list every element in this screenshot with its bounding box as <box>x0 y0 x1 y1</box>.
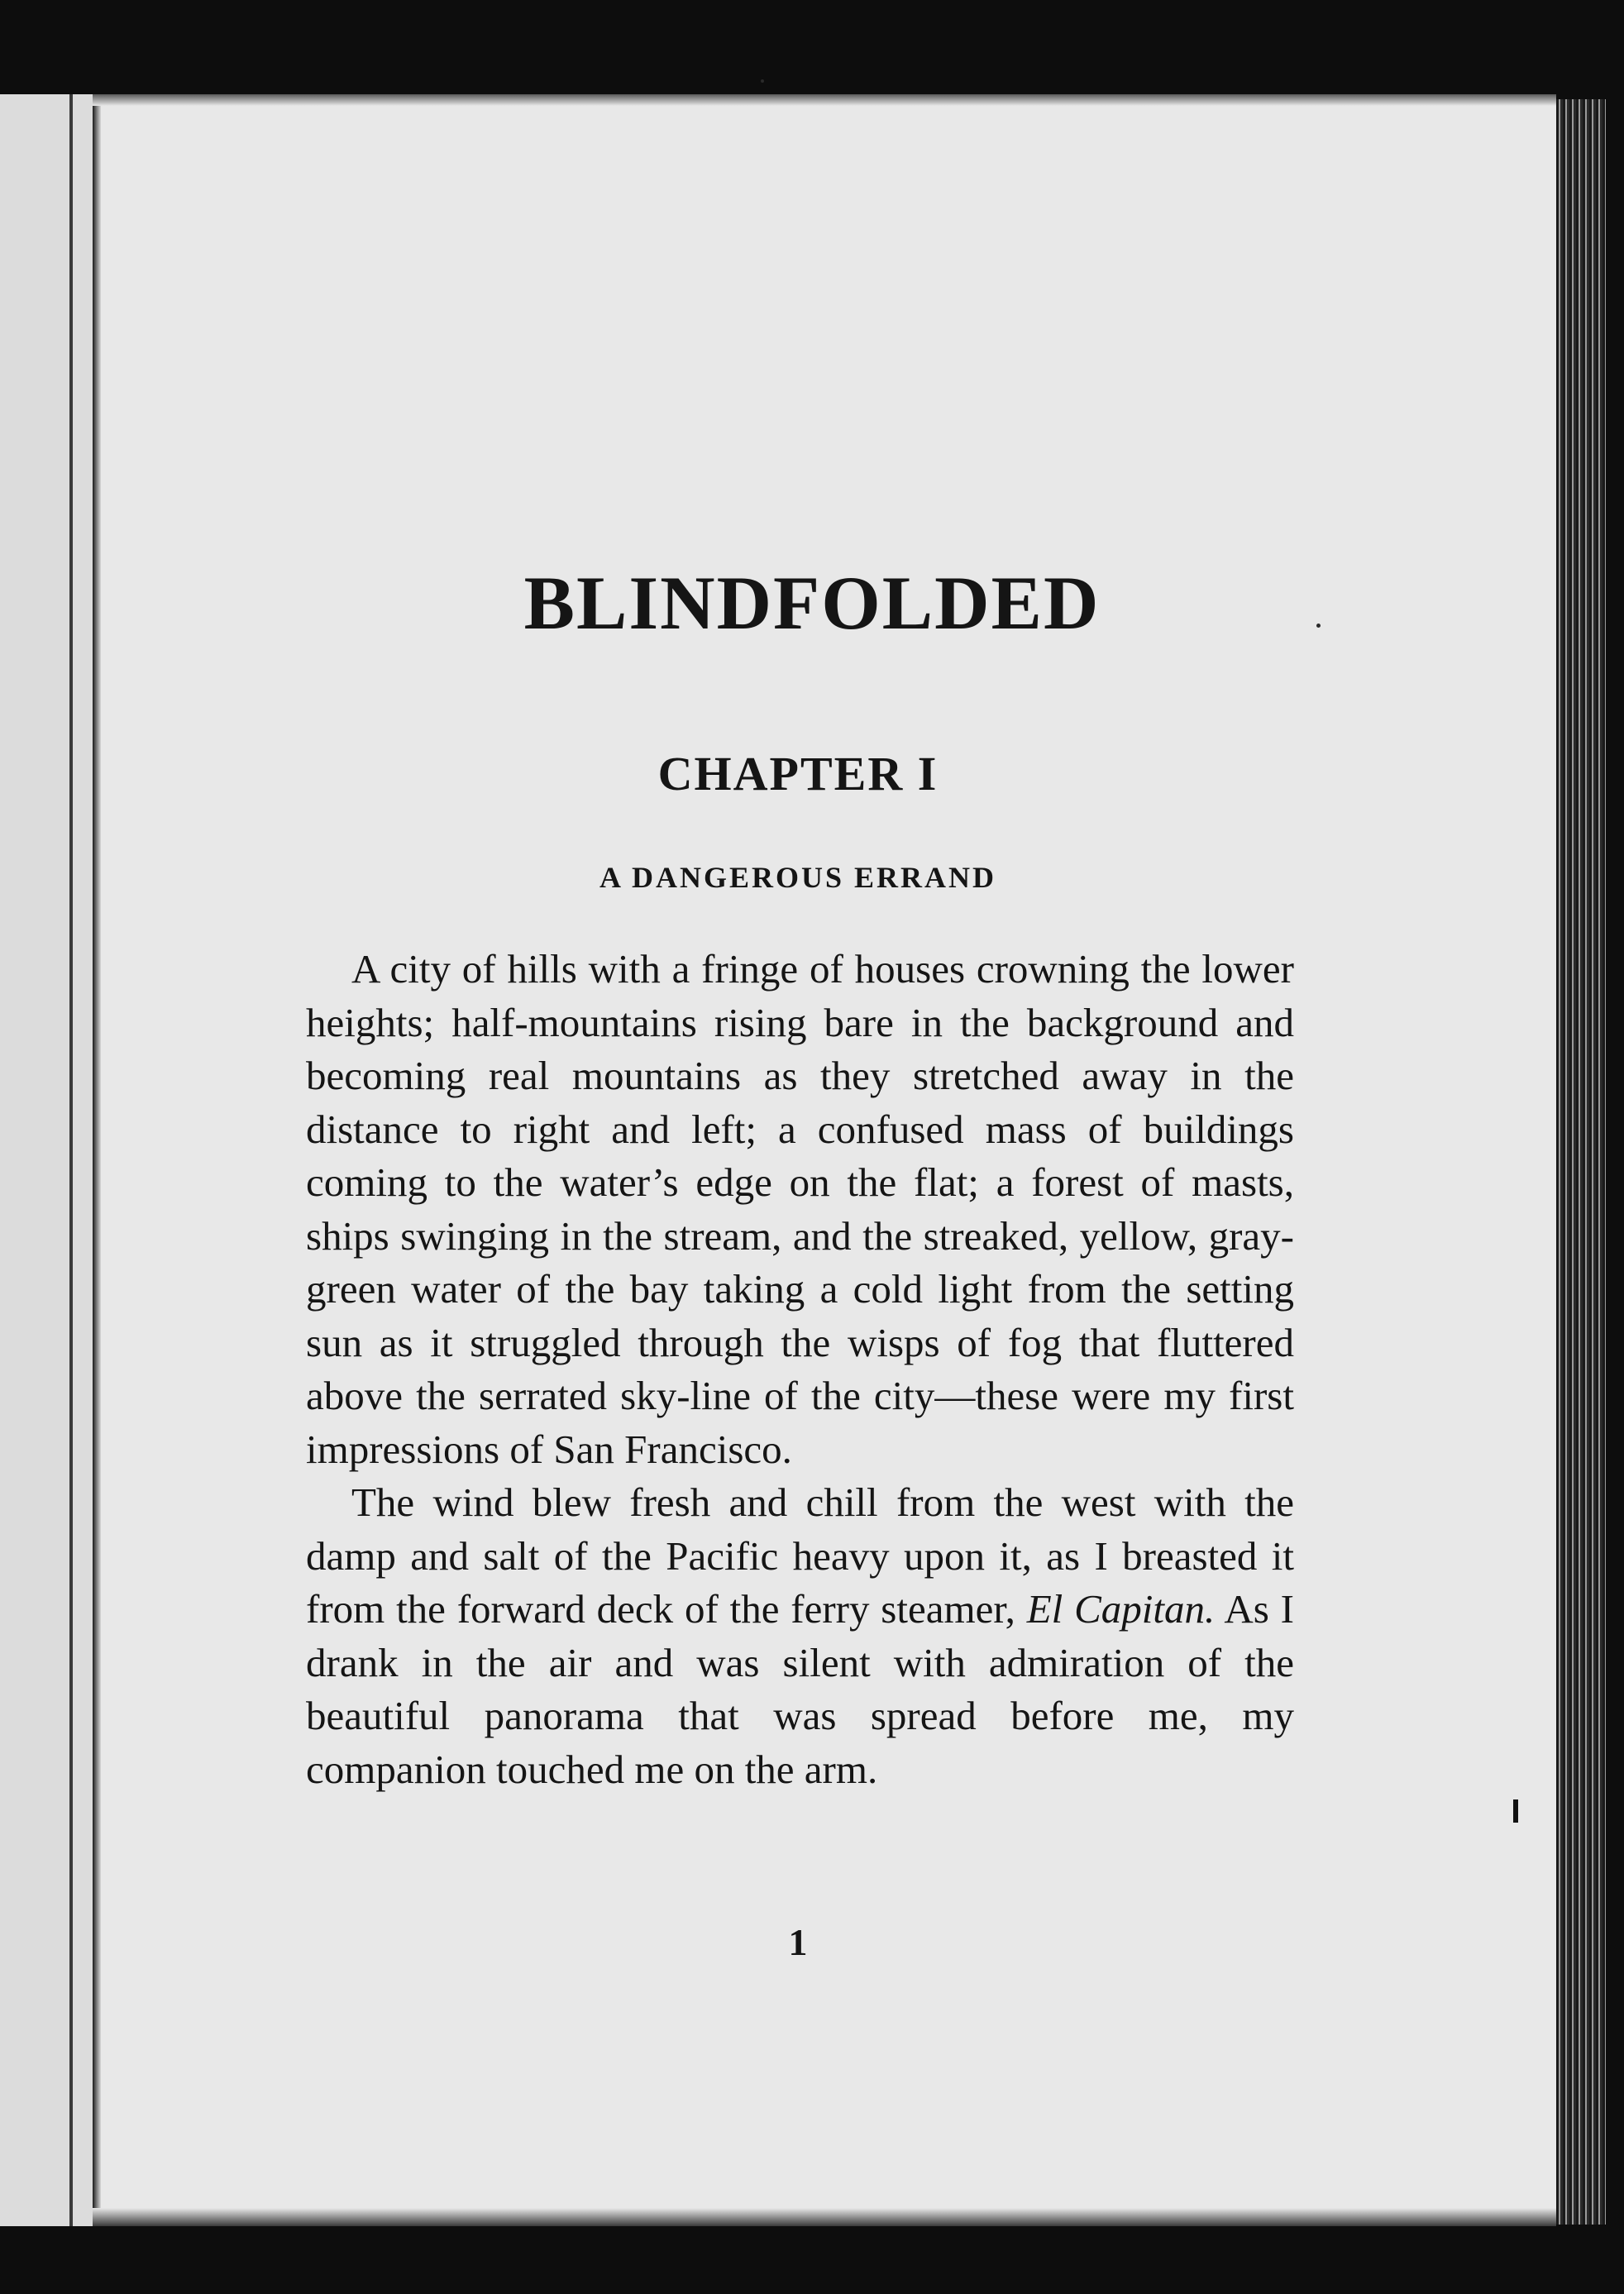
body-text <box>306 943 1294 1796</box>
page-block-edges <box>1556 99 1606 2225</box>
top-edge-shadow <box>93 94 1556 106</box>
paragraph <box>306 1476 1294 1796</box>
ship-name: El Capitan. <box>1026 1586 1216 1632</box>
chapter-heading: CHAPTER I <box>657 747 939 801</box>
page-number: 1 <box>788 1921 808 1963</box>
facing-page-edge <box>0 94 93 2226</box>
book-title: BLINDFOLDED <box>523 561 1101 645</box>
bottom-edge-shadow <box>93 2208 1556 2226</box>
paragraph: A city of hills with a fringe of houses crowning the lower heights; half-mountains rising bare in the background and becoming real mountains as they stretched away in the distance to right and left; a confused mass of buildings coming to the water’s edge on the flat; a forest of masts, ships swinging in the stream, and the streaked, yellow, gray-green water of the bay taking a cold light from the setting sun as it struggled through the wisps of fog that fluttered above the serrated sky-line of the city—these were my first impressions of San Francisco. <box>306 946 1294 1472</box>
chapter-subtitle: A DANGEROUS ERRAND <box>599 861 997 894</box>
edge-mark <box>1513 1799 1518 1823</box>
dust-speck <box>761 79 764 83</box>
paragraph-text: The wind blew fresh and chill from the west with the damp and salt of the Pacific heavy upon it, as I breasted it from the forward deck of the ferry steamer, <box>306 1479 1294 1632</box>
facing-page-border-line <box>69 94 73 2226</box>
book-gutter <box>93 94 101 2226</box>
paragraph-text: As I drank in the air and was silent with admiration of the beautiful panorama that was spread before me, my companion touched me on the arm. <box>306 1586 1294 1792</box>
